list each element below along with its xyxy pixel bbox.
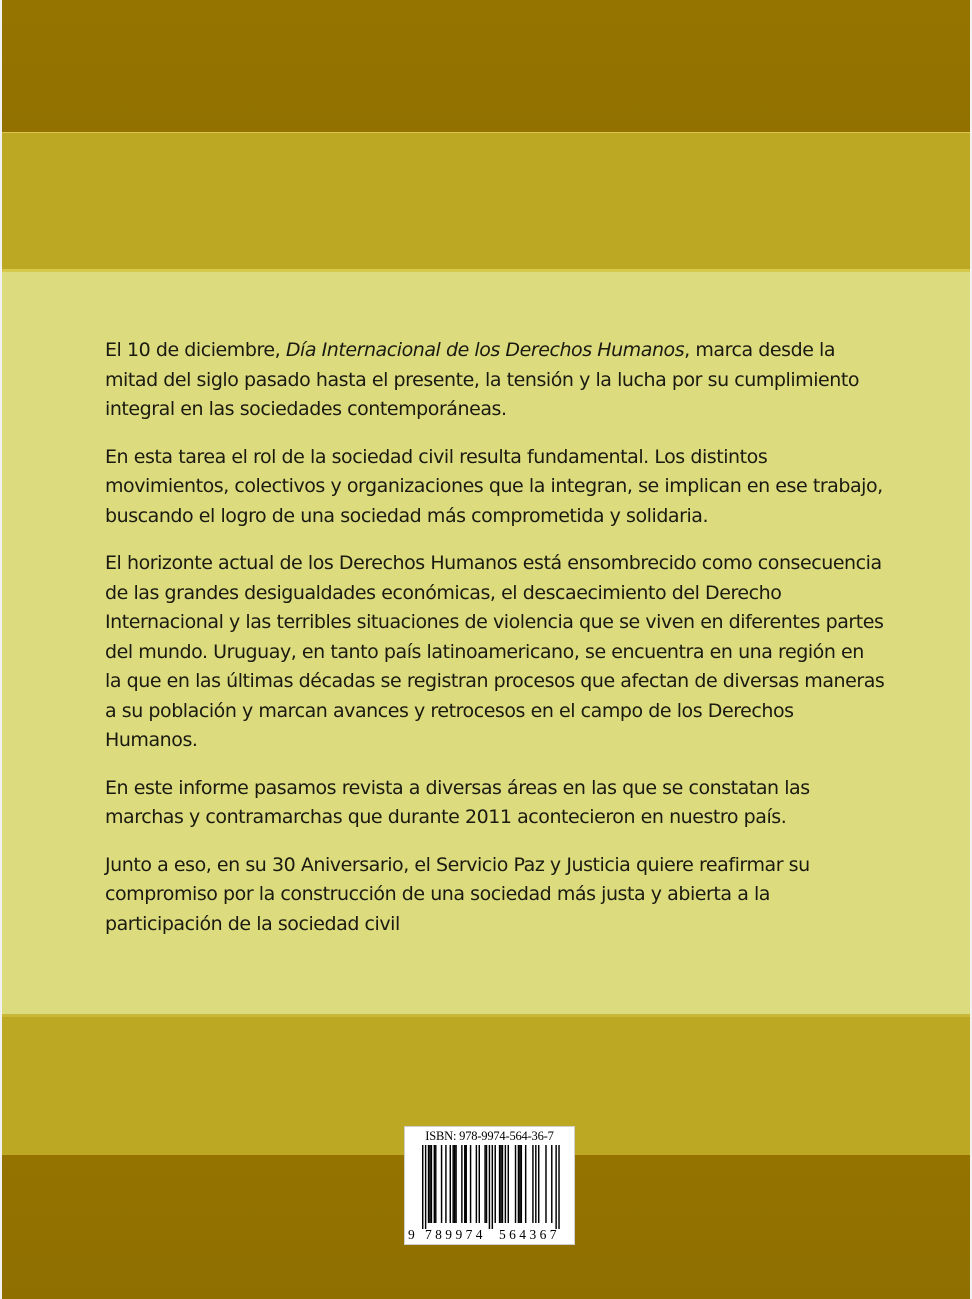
barcode-bar	[425, 1145, 426, 1229]
barcode-bar	[431, 1145, 432, 1223]
barcode-bar	[476, 1145, 477, 1223]
barcode-bar	[435, 1145, 436, 1223]
barcode-bar	[429, 1145, 430, 1223]
barcode-bar	[535, 1145, 536, 1223]
barcode-bar	[492, 1145, 493, 1229]
barcode-bar	[454, 1145, 455, 1223]
barcode-digits-left: 789974	[425, 1227, 486, 1242]
barcode-bar	[445, 1145, 446, 1223]
barcode-digit-first: 9	[408, 1227, 415, 1242]
paragraph-1-emphasis: Día Internacional de los Derechos Humanos	[285, 339, 685, 361]
barcode-bar	[538, 1145, 539, 1223]
barcode-bar	[518, 1145, 519, 1223]
barcode-bar	[441, 1145, 442, 1223]
barcode-bar	[489, 1145, 490, 1229]
barcode-bar	[486, 1145, 487, 1223]
paragraph-2: En esta tarea el rol de la sociedad civil resulta fundamental. Los distintos movimientos, colectivos y organizaciones que la integran, se implican en ese trabajo, buscando el logro de una sociedad más comprometida y solidaria.	[105, 445, 883, 527]
barcode-bar	[551, 1145, 552, 1223]
barcode-bar	[508, 1145, 509, 1223]
barcode-bar	[532, 1145, 533, 1223]
paragraph-3: El horizonte actual de los Derechos Humanos está ensombrecido como consecuencia de las grandes desigualdades económicas, el descaecimiento del Derecho Internacional y las terribles situaciones de violencia que se viven en diferentes partes del mundo. Uruguay, en tanto país latinoamericano, se encuentra en una región en la que en las últimas décadas se registran procesos que afectan de diversas maneras a su población y marcan avances y retrocesos en el campo de los Derechos Humanos.	[105, 552, 885, 751]
barcode-bar	[495, 1145, 496, 1223]
barcode-bar	[479, 1145, 480, 1223]
barcode-bar	[500, 1145, 501, 1223]
barcode-bar	[502, 1145, 503, 1223]
barcode-bar	[519, 1145, 520, 1223]
paragraph-1	[105, 336, 885, 425]
barcode-bar	[521, 1145, 522, 1223]
paragraph-4: En este informe pasamos revista a diversas áreas en las que se constatan las marchas y contramarchas que durante 2011 acontecieron en nuestro país.	[105, 776, 810, 828]
barcode-bar	[452, 1145, 453, 1223]
paragraph-1-start: El 10 de diciembre,	[105, 339, 286, 361]
barcode-bar	[525, 1145, 526, 1223]
cover-text	[105, 336, 885, 957]
barcode-bar	[499, 1145, 500, 1223]
barcode-bar	[515, 1145, 516, 1223]
isbn-barcode	[404, 1126, 575, 1245]
barcode-bar	[461, 1145, 462, 1223]
paragraph-1-end: , marca desde la mitad del siglo pasado hasta el presente, la tensión y la lucha por su cumplimiento integral en las sociedades contemporáneas.	[105, 339, 860, 420]
barcode-bar	[484, 1145, 485, 1223]
barcode-bars	[411, 1145, 570, 1229]
barcode-bar	[428, 1145, 429, 1223]
top-gold-band	[2, 132, 970, 272]
barcode-bar	[545, 1145, 546, 1223]
barcode-bar	[505, 1145, 506, 1223]
paragraph-5: Junto a eso, en su 30 Aniversario, el Servicio Paz y Justicia quiere reafirmar su compromiso por la construcción de una sociedad más justa y abierta a la participación de la sociedad civil	[105, 853, 810, 935]
barcode-bar	[434, 1145, 435, 1223]
barcode-bar	[450, 1145, 451, 1223]
barcode-bar	[455, 1145, 456, 1223]
isbn-label: ISBN: 978-9974-564-36-7	[425, 1129, 554, 1143]
top-dark-band	[2, 0, 970, 132]
barcode-digits	[405, 1227, 574, 1243]
barcode-bar	[466, 1145, 467, 1223]
barcode-bar	[422, 1145, 423, 1229]
barcode-bar	[470, 1145, 471, 1223]
barcode-bar	[464, 1145, 465, 1223]
barcode-digits-right: 564367	[499, 1227, 560, 1242]
barcode-bar	[555, 1145, 556, 1229]
barcode-bar	[558, 1145, 559, 1229]
